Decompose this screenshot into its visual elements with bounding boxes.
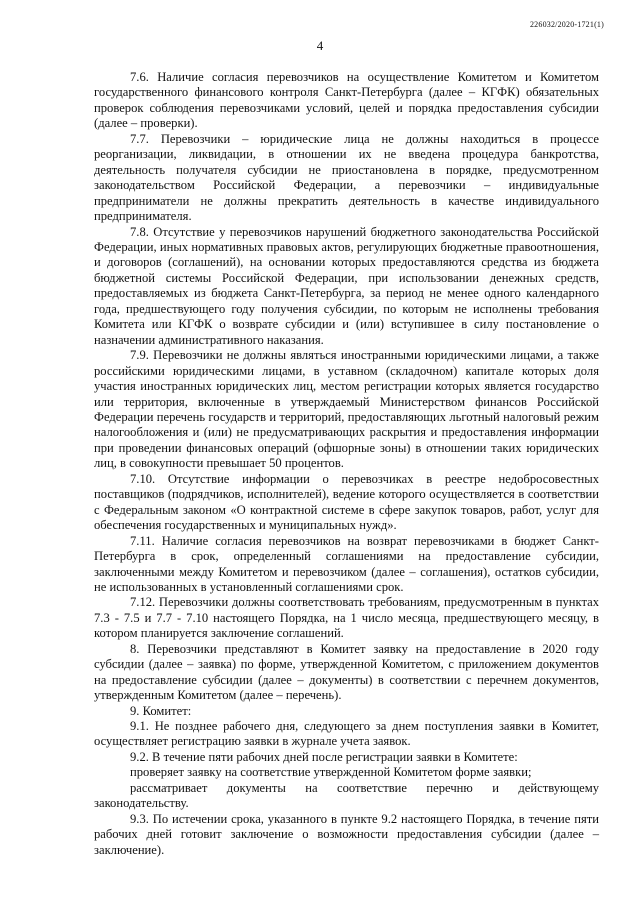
paragraph-9: 9. Комитет: (130, 703, 192, 718)
paragraph-7-10: 7.10. Отсутствие информации о перевозчиках в реестре недобросовестных поставщиков (подрядчиков, исполнителей), ведение которого осуществляется в соответствии с Федеральным законом «О контрактной системе в сфере закупок товаров, работ, услуг для обеспечения государственных и муниципальных нужд». (94, 471, 599, 533)
paragraph-7-8: 7.8. Отсутствие у перевозчиков нарушений бюджетного законодательства Российской Федерации, иных нормативных правовых актов, регулирующих бюджетные правоотношения, и договоров (соглашений), на основании которых предоставляются средства из бюджета бюджетной системы Российской Федерации, при использовании денежных средств, предоставляемых из бюджета Санкт-Петербурга, за период не менее одного календарного года, предшествующего году получения субсидии, по которым не исполнены требования Комитета или КГФК о возврате субсидии и (или) вступившее в силу постановление о назначении административного наказания. (94, 224, 599, 347)
paragraph-8: 8. Перевозчики представляют в Комитет заявку на предоставление в 2020 году субсидии (далее – заявка) по форме, утвержденной Комитетом, с приложением документов на предоставление субсидии (далее – документы) в соответствии с перечнем документов, утвержденным Комитетом (далее – перечень). (94, 641, 599, 703)
document-id: 226032/2020-1721(1) (529, 20, 604, 29)
paragraph-9-2: 9.2. В течение пяти рабочих дней после регистрации заявки в Комитете: (130, 749, 518, 764)
paragraph-9-2-item-2: рассматривает документы на соответствие перечню и действующему законодательству. (94, 780, 599, 811)
page-number: 4 (316, 38, 324, 53)
paragraph-7-9: 7.9. Перевозчики не должны являться иностранными юридическими лицами, а также российскими юридическими лицами, в уставном (складочном) капитале которых доля участия иностранных юридических лиц, местом регистрации которых является государство или территория, включенные в утверждаемый Министерством финансов Российской Федерации перечень государств и территорий, предоставляющих льготный налоговый режим налогообложения и (или) не предусматривающих раскрытия и предоставления информации при проведении финансовых операций (офшорные зоны) в отношении таких юридических лиц, в совокупности превышает 50 процентов. (94, 348, 599, 471)
paragraph-7-6: 7.6. Наличие согласия перевозчиков на осуществление Комитетом и Комитетом государственного финансового контроля Санкт-Петербурга (далее – КГФК) обязательных проверок соблюдения перевозчиками условий, целей и порядка предоставления субсидии (далее – проверки). (94, 70, 599, 131)
paragraph-7-7: 7.7. Перевозчики – юридические лица не должны находиться в процессе реорганизации, ликвидации, в отношении их не введена процедура банкротства, деятельность получателя субсидии не приостановлена в порядке, предусмотренном законодательством Российской Федерации, а перевозчики – индивидуальные предприниматели не должны прекратить деятельность в качестве индивидуального предпринимателя. (94, 131, 599, 224)
paragraph-9-3: 9.3. По истечении срока, указанного в пункте 9.2 настоящего Порядка, в течение пяти рабочих дней готовит заключение о возможности предоставления субсидии (далее – заключение). (94, 811, 599, 857)
document-body (94, 70, 599, 858)
paragraph-7-11: 7.11. Наличие согласия перевозчиков на возврат перевозчиками в бюджет Санкт-Петербурга в срок, определенный соглашениями на предоставление субсидии, заключенными между Комитетом и перевозчиком (далее – соглашения), остатков субсидии, не использованных в установленный соглашениями срок. (94, 533, 599, 594)
paragraph-9-1: 9.1. Не позднее рабочего дня, следующего за днем поступления заявки в Комитет, осуществляет регистрацию заявки в журнале учета заявок. (94, 719, 599, 749)
paragraph-9-2-item-1: проверяет заявку на соответствие утвержденной Комитетом форме заявки; (130, 765, 532, 780)
paragraph-7-12: 7.12. Перевозчики должны соответствовать требованиям, предусмотренным в пунктах 7.3 - 7.5 и 7.7 - 7.10 настоящего Порядка, на 1 число месяца, предшествующего месяцу, в котором планируется заключение соглашений. (94, 595, 599, 641)
